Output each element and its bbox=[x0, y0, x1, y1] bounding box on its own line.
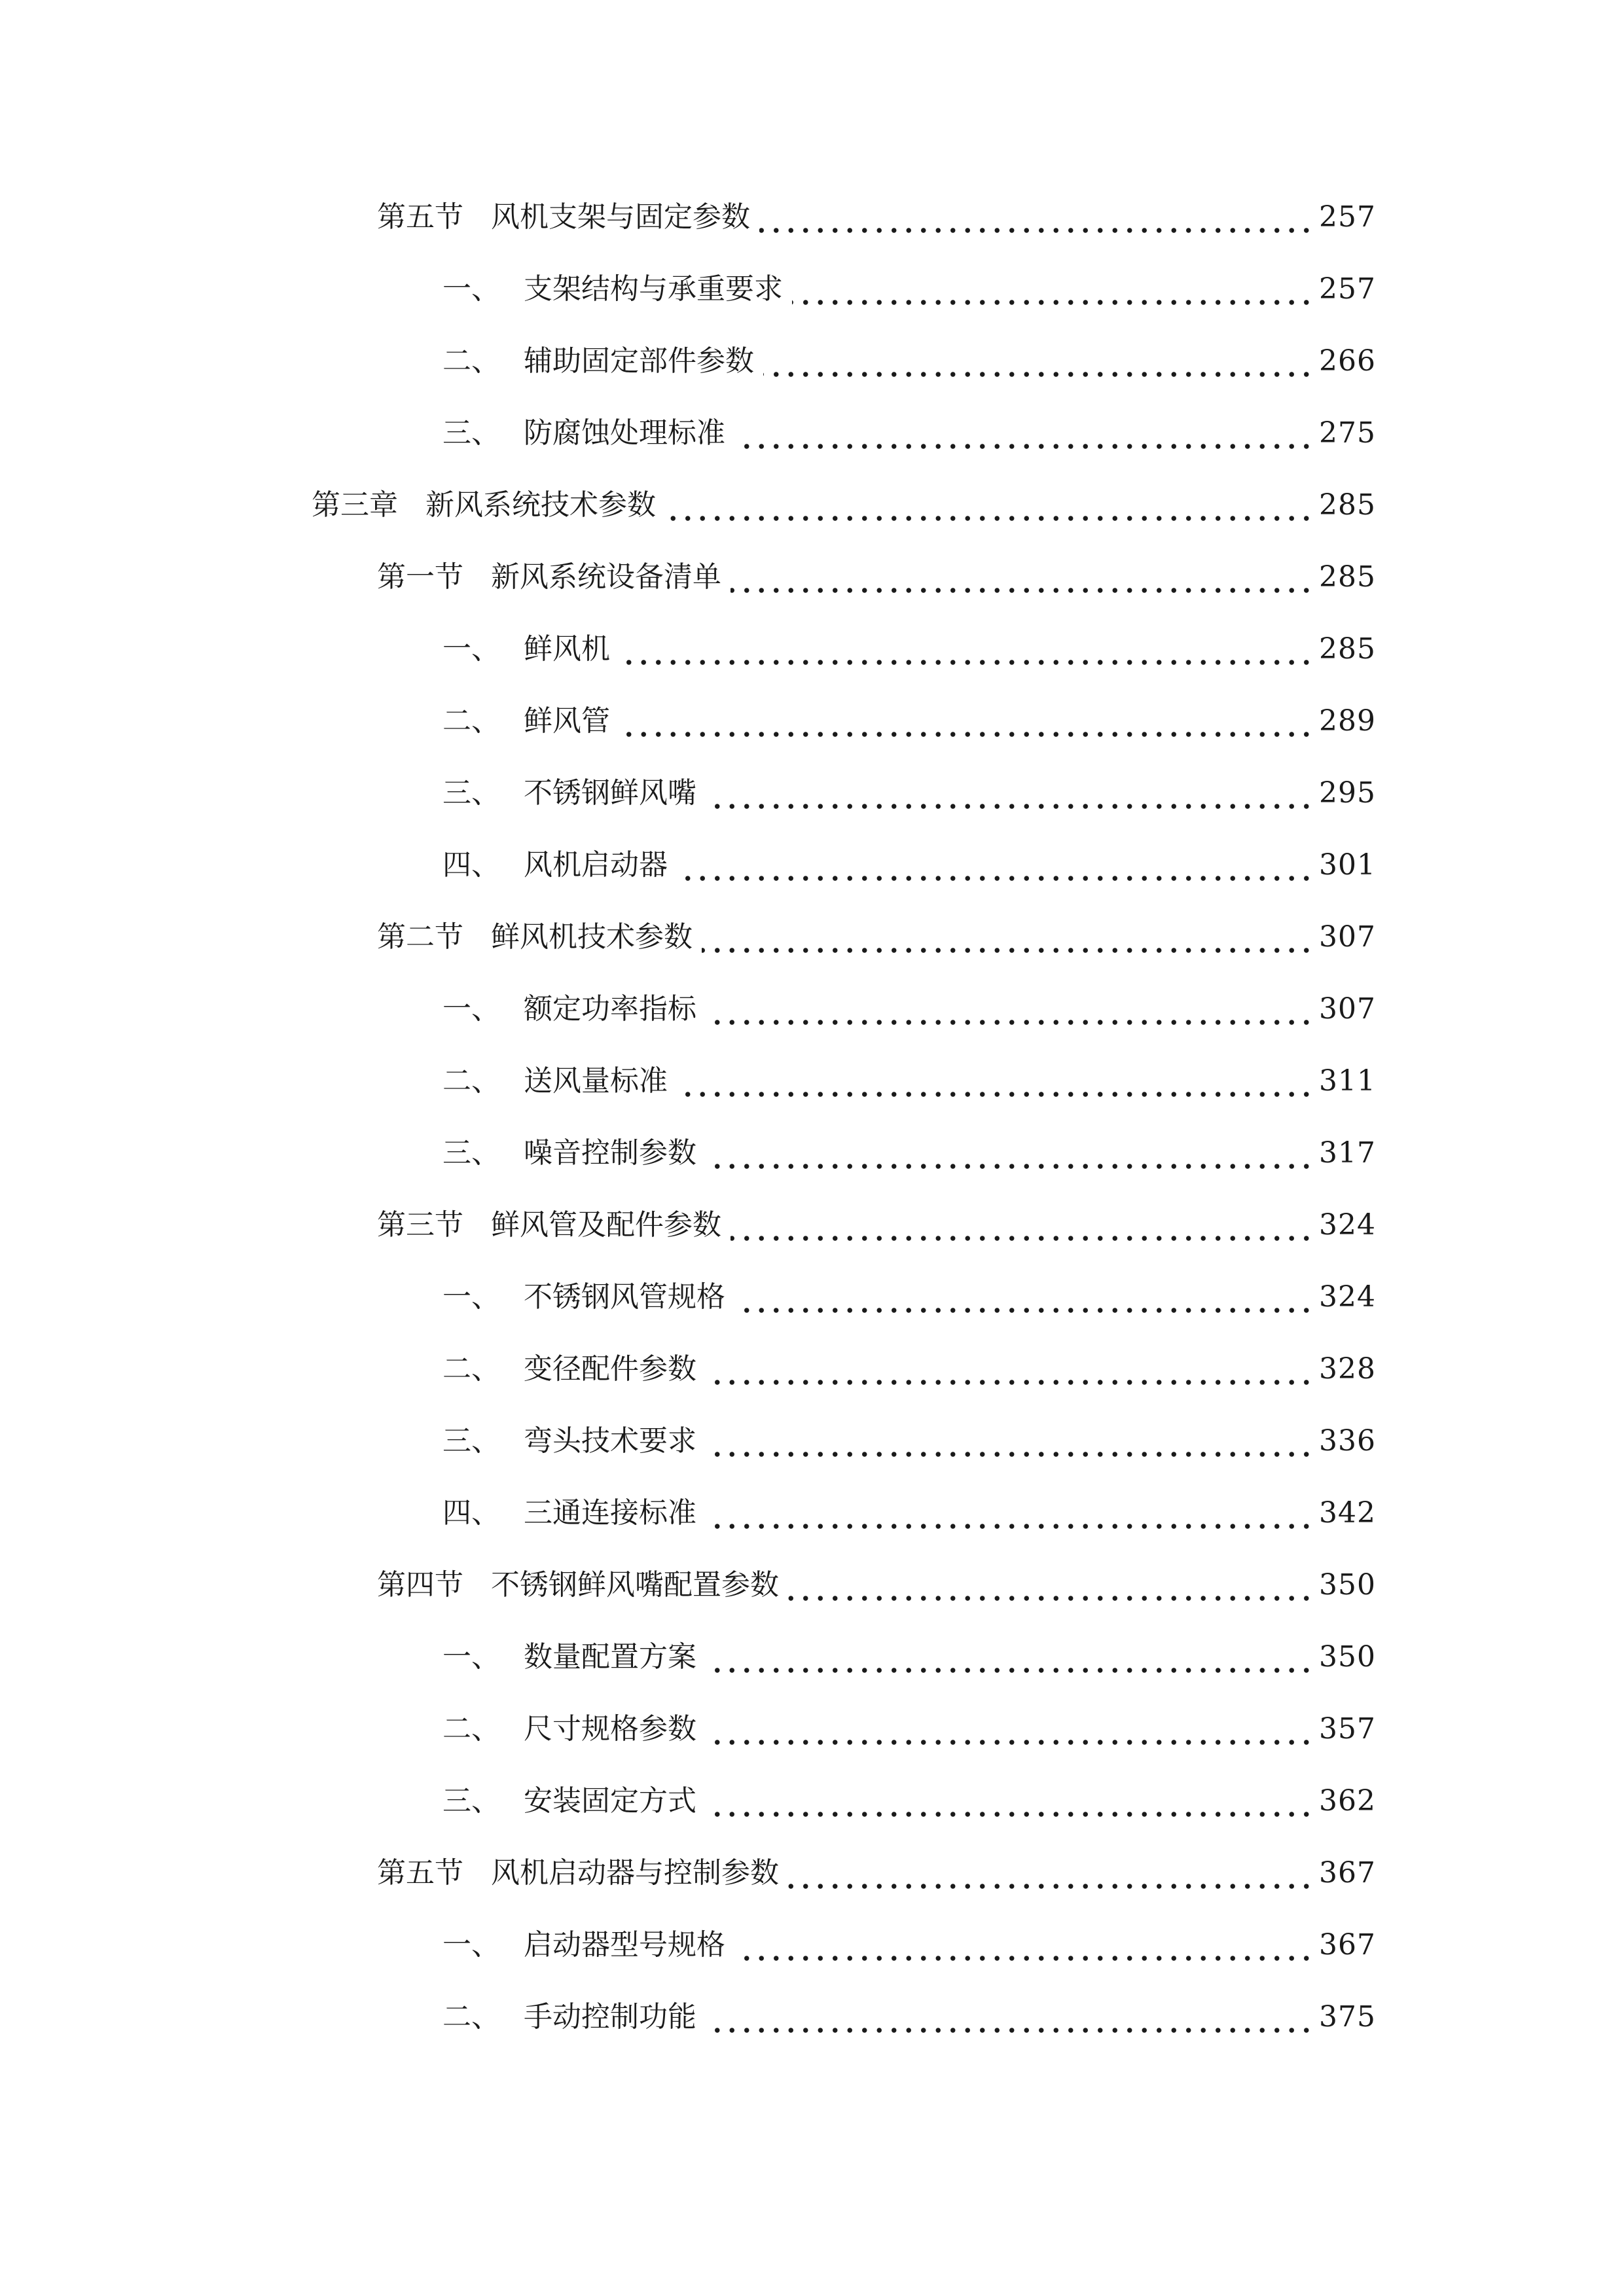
dot-leader bbox=[706, 1380, 1314, 1385]
toc-entry-number: 三、 bbox=[442, 776, 500, 810]
dot-leader bbox=[706, 1812, 1314, 1817]
toc-entry-title: 鲜风管及配件参数 bbox=[491, 1208, 721, 1242]
toc-entry-title: 变径配件参数 bbox=[524, 1352, 696, 1386]
dot-leader bbox=[792, 300, 1314, 305]
dot-leader bbox=[706, 804, 1314, 809]
toc-entry-number: 二、 bbox=[442, 704, 500, 738]
toc-entry-number: 一、 bbox=[442, 272, 500, 306]
toc-entry-chapter[interactable] bbox=[0, 473, 1624, 538]
toc-entry-number: 一、 bbox=[442, 632, 500, 666]
toc-entry-number: 二、 bbox=[442, 1064, 500, 1098]
toc-entry-title: 弯头技术要求 bbox=[524, 1424, 696, 1458]
toc-entry-number: 二、 bbox=[442, 344, 500, 378]
dot-leader bbox=[731, 588, 1314, 593]
toc-entry-page: 307 bbox=[1319, 920, 1376, 954]
toc-entry-number: 四、 bbox=[442, 1496, 500, 1530]
toc-entry-page: 362 bbox=[1319, 1784, 1376, 1818]
toc-entry-item[interactable] bbox=[0, 1696, 1624, 1762]
dot-leader bbox=[706, 1740, 1314, 1745]
dot-leader bbox=[734, 1308, 1314, 1313]
toc-entry-page: 257 bbox=[1319, 200, 1376, 234]
toc-entry-page: 301 bbox=[1319, 848, 1376, 882]
toc-entry-page: 328 bbox=[1319, 1352, 1376, 1386]
toc-entry-title: 防腐蚀处理标准 bbox=[524, 416, 725, 450]
dot-leader bbox=[677, 1092, 1314, 1097]
toc-entry-number: 第一节 bbox=[377, 560, 463, 594]
toc-entry-title: 辅助固定部件参数 bbox=[524, 344, 754, 378]
toc-entry-page: 275 bbox=[1319, 416, 1376, 450]
toc-entry-page: 295 bbox=[1319, 776, 1376, 810]
toc-entry-number: 四、 bbox=[442, 848, 500, 882]
toc-entry-title: 鲜风管 bbox=[524, 704, 610, 738]
toc-entry-title: 噪音控制参数 bbox=[524, 1136, 696, 1170]
toc-entry-number: 第五节 bbox=[377, 1856, 463, 1890]
toc-entry-number: 二、 bbox=[442, 1352, 500, 1386]
toc-entry-number: 三、 bbox=[442, 416, 500, 450]
toc-entry-item[interactable] bbox=[0, 329, 1624, 394]
toc-entry-title: 送风量标准 bbox=[524, 1064, 668, 1098]
dot-leader bbox=[619, 660, 1314, 665]
toc-entry-item[interactable] bbox=[0, 401, 1624, 466]
toc-entry-section[interactable] bbox=[0, 1840, 1624, 1906]
toc-entry-page: 285 bbox=[1319, 632, 1376, 666]
dot-leader bbox=[665, 516, 1314, 521]
toc-entry-item[interactable] bbox=[0, 761, 1624, 826]
toc-entry-title: 启动器型号规格 bbox=[524, 1928, 725, 1962]
toc-entry-title: 鲜风机技术参数 bbox=[491, 920, 693, 954]
toc-entry-page: 375 bbox=[1319, 2000, 1376, 2034]
dot-leader bbox=[731, 1236, 1314, 1241]
toc-entry-number: 二、 bbox=[442, 2000, 500, 2034]
toc-entry-page: 367 bbox=[1319, 1928, 1376, 1962]
toc-entry-page: 350 bbox=[1319, 1640, 1376, 1674]
toc-entry-title: 安装固定方式 bbox=[524, 1784, 696, 1818]
toc-entry-item[interactable] bbox=[0, 1624, 1624, 1690]
toc-entry-section[interactable] bbox=[0, 545, 1624, 610]
toc-entry-number: 三、 bbox=[442, 1784, 500, 1818]
toc-entry-item[interactable] bbox=[0, 1265, 1624, 1330]
toc-entry-number: 三、 bbox=[442, 1424, 500, 1458]
toc-entry-number: 第二节 bbox=[377, 920, 463, 954]
dot-leader bbox=[763, 372, 1314, 377]
toc-entry-page: 317 bbox=[1319, 1136, 1376, 1170]
toc-entry-title: 不锈钢风管规格 bbox=[524, 1280, 725, 1314]
toc-entry-section[interactable] bbox=[0, 185, 1624, 250]
toc-entry-title: 额定功率指标 bbox=[524, 992, 696, 1026]
toc-entry-title: 手动控制功能 bbox=[524, 2000, 696, 2034]
toc-entry-number: 第四节 bbox=[377, 1568, 463, 1602]
toc-entry-item[interactable] bbox=[0, 833, 1624, 898]
dot-leader bbox=[734, 444, 1314, 449]
toc-entry-page: 342 bbox=[1319, 1496, 1376, 1530]
dot-leader bbox=[734, 1956, 1314, 1961]
toc-entry-page: 307 bbox=[1319, 992, 1376, 1026]
toc-entry-section[interactable] bbox=[0, 905, 1624, 970]
toc-entry-item[interactable] bbox=[0, 1768, 1624, 1834]
dot-leader bbox=[619, 732, 1314, 737]
toc-entry-item[interactable] bbox=[0, 1049, 1624, 1114]
dot-leader bbox=[788, 1596, 1314, 1601]
toc-entry-number: 一、 bbox=[442, 992, 500, 1026]
toc-entry-title: 风机支架与固定参数 bbox=[491, 200, 750, 234]
toc-entry-page: 357 bbox=[1319, 1712, 1376, 1746]
dot-leader bbox=[788, 1884, 1314, 1889]
toc-entry-page: 324 bbox=[1319, 1280, 1376, 1314]
toc-entry-page: 266 bbox=[1319, 344, 1376, 378]
toc-entry-section[interactable] bbox=[0, 1552, 1624, 1618]
toc-entry-number: 一、 bbox=[442, 1640, 500, 1674]
toc-entry-title: 数量配置方案 bbox=[524, 1640, 696, 1674]
dot-leader bbox=[706, 1524, 1314, 1529]
toc-entry-page: 367 bbox=[1319, 1856, 1376, 1890]
toc-entry-item[interactable] bbox=[0, 1408, 1624, 1474]
toc-entry-number: 一、 bbox=[442, 1280, 500, 1314]
toc-entry-title: 风机启动器与控制参数 bbox=[491, 1856, 779, 1890]
toc-entry-item[interactable] bbox=[0, 257, 1624, 322]
toc-entry-item[interactable] bbox=[0, 977, 1624, 1042]
toc-entry-item[interactable] bbox=[0, 617, 1624, 682]
dot-leader bbox=[706, 1164, 1314, 1169]
toc-entry-page: 311 bbox=[1319, 1064, 1376, 1098]
toc-entry-title: 不锈钢鲜风嘴配置参数 bbox=[491, 1568, 779, 1602]
toc-entry-page: 289 bbox=[1319, 704, 1376, 738]
toc-entry-number: 第三节 bbox=[377, 1208, 463, 1242]
toc-entry-page: 257 bbox=[1319, 272, 1376, 306]
toc-entry-page: 285 bbox=[1319, 488, 1376, 522]
dot-leader bbox=[702, 948, 1314, 953]
dot-leader bbox=[759, 228, 1314, 233]
toc-entry-item[interactable] bbox=[0, 1121, 1624, 1186]
toc-entry-number: 二、 bbox=[442, 1712, 500, 1746]
toc-entry-number: 第三章 bbox=[312, 488, 398, 522]
toc-entry-number: 三、 bbox=[442, 1136, 500, 1170]
dot-leader bbox=[706, 1668, 1314, 1673]
toc-entry-number: 第五节 bbox=[377, 200, 463, 234]
dot-leader bbox=[677, 876, 1314, 881]
toc-entry-item[interactable] bbox=[0, 1480, 1624, 1546]
toc-entry-title: 不锈钢鲜风嘴 bbox=[524, 776, 696, 810]
dot-leader bbox=[706, 1452, 1314, 1457]
toc-entry-number: 一、 bbox=[442, 1928, 500, 1962]
toc-entry-page: 350 bbox=[1319, 1568, 1376, 1602]
toc-entry-page: 285 bbox=[1319, 560, 1376, 594]
toc-entry-page: 324 bbox=[1319, 1208, 1376, 1242]
dot-leader bbox=[706, 1020, 1314, 1025]
toc-entry-title: 尺寸规格参数 bbox=[524, 1712, 696, 1746]
toc-entry-title: 鲜风机 bbox=[524, 632, 610, 666]
toc-entry-title: 三通连接标准 bbox=[524, 1496, 696, 1530]
dot-leader bbox=[706, 2028, 1314, 2033]
toc-entry-section[interactable] bbox=[0, 1193, 1624, 1258]
toc-entry-item[interactable] bbox=[0, 689, 1624, 754]
toc-entry-title: 支架结构与承重要求 bbox=[524, 272, 783, 306]
toc-entry-title: 新风系统设备清单 bbox=[491, 560, 721, 594]
toc-entry-title: 新风系统技术参数 bbox=[425, 488, 656, 522]
toc-entry-title: 风机启动器 bbox=[524, 848, 668, 882]
toc-entry-item[interactable] bbox=[0, 1336, 1624, 1402]
toc-entry-item[interactable] bbox=[0, 1984, 1624, 2050]
toc-entry-item[interactable] bbox=[0, 1912, 1624, 1978]
toc-entry-page: 336 bbox=[1319, 1424, 1376, 1458]
